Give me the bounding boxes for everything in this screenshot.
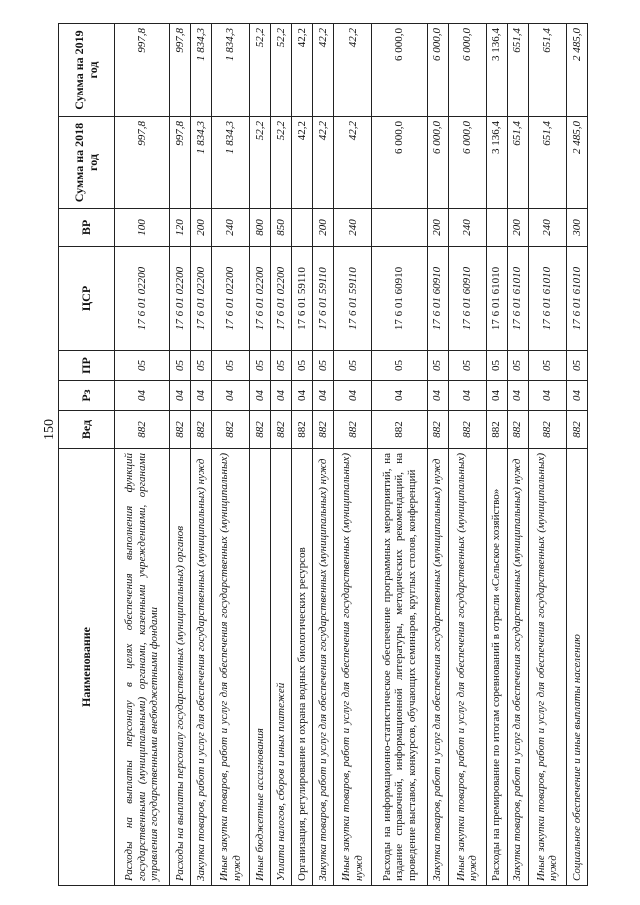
table-body <box>115 24 588 886</box>
cell-pr: 05 <box>115 351 170 381</box>
cell-vr: 300 <box>566 209 587 247</box>
cell-rz: 04 <box>170 381 191 411</box>
cell-ved: 882 <box>528 411 566 449</box>
cell-vr <box>486 209 507 247</box>
cell-rz: 04 <box>271 381 292 411</box>
cell-sum-2018: 6 000,0 <box>448 117 486 209</box>
cell-sum-2019: 997,8 <box>170 24 191 117</box>
cell-ved: 882 <box>271 411 292 449</box>
table-row <box>448 24 486 886</box>
cell-pr: 05 <box>271 351 292 381</box>
cell-sum-2019: 997,8 <box>115 24 170 117</box>
table-row <box>191 24 212 886</box>
cell-name: Уплата налогов, сборов и иных платежей <box>271 449 292 886</box>
cell-csr: 17 6 01 61010 <box>528 247 566 351</box>
table-row <box>372 24 427 886</box>
cell-name: Расходы на выплаты персоналу в целях обеспечения выполнения функций государственными (муниципальными) органами, казенными учреждениями, органами управления государственными внебюджетными фондами <box>115 449 170 886</box>
cell-sum-2018: 3 136,4 <box>486 117 507 209</box>
header-vr: ВР <box>59 209 115 247</box>
header-rz: Рз <box>59 381 115 411</box>
cell-csr: 17 6 01 02200 <box>271 247 292 351</box>
cell-vr: 200 <box>427 209 448 247</box>
cell-csr: 17 6 01 59110 <box>292 247 313 351</box>
cell-rz: 04 <box>372 381 427 411</box>
cell-vr: 240 <box>448 209 486 247</box>
cell-name: Иные бюджетные ассигнования <box>250 449 271 886</box>
cell-name: Иные закупки товаров, работ и услуг для обеспечения государственных (муниципальных) нужд <box>334 449 372 886</box>
cell-name: Иные закупки товаров, работ и услуг для обеспечения государственных (муниципальных) нужд <box>448 449 486 886</box>
header-ved: Вед <box>59 411 115 449</box>
cell-sum-2019: 42,2 <box>292 24 313 117</box>
cell-csr: 17 6 01 02200 <box>170 247 191 351</box>
cell-sum-2018: 52,2 <box>250 117 271 209</box>
cell-pr: 05 <box>486 351 507 381</box>
cell-sum-2019: 2 485,0 <box>566 24 587 117</box>
cell-pr: 05 <box>212 351 250 381</box>
table-row <box>528 24 566 886</box>
cell-rz: 04 <box>427 381 448 411</box>
cell-sum-2018: 651,4 <box>507 117 528 209</box>
cell-vr: 800 <box>250 209 271 247</box>
cell-sum-2018: 42,2 <box>334 117 372 209</box>
cell-csr: 17 6 01 61010 <box>507 247 528 351</box>
table-row <box>115 24 170 886</box>
cell-csr: 17 6 01 02200 <box>212 247 250 351</box>
header-2019: Сумма на 2019 год <box>59 24 115 117</box>
cell-pr: 05 <box>292 351 313 381</box>
page-number: 150 <box>42 419 57 440</box>
cell-pr: 05 <box>250 351 271 381</box>
cell-vr: 120 <box>170 209 191 247</box>
cell-csr: 17 6 01 61010 <box>486 247 507 351</box>
cell-vr: 240 <box>212 209 250 247</box>
cell-name: Закупка товаров, работ и услуг для обеспечения государственных (муниципальных) нужд <box>313 449 334 886</box>
cell-sum-2019: 1 834,3 <box>212 24 250 117</box>
table-header-row <box>59 24 115 886</box>
table-row <box>427 24 448 886</box>
cell-pr: 05 <box>334 351 372 381</box>
cell-ved: 882 <box>313 411 334 449</box>
cell-sum-2018: 1 834,3 <box>191 117 212 209</box>
cell-sum-2018: 997,8 <box>115 117 170 209</box>
cell-sum-2019: 6 000,0 <box>448 24 486 117</box>
cell-name: Закупка товаров, работ и услуг для обеспечения государственных (муниципальных) нужд <box>507 449 528 886</box>
cell-sum-2019: 6 000,0 <box>427 24 448 117</box>
cell-csr: 17 6 01 02200 <box>250 247 271 351</box>
cell-name: Иные закупки товаров, работ и услуг для обеспечения государственных (муниципальных) нужд <box>212 449 250 886</box>
cell-sum-2019: 651,4 <box>528 24 566 117</box>
cell-name: Иные закупки товаров, работ и услуг для обеспечения государственных (муниципальных) нужд <box>528 449 566 886</box>
cell-pr: 05 <box>566 351 587 381</box>
cell-sum-2018: 6 000,0 <box>427 117 448 209</box>
cell-sum-2018: 2 485,0 <box>566 117 587 209</box>
cell-vr: 200 <box>191 209 212 247</box>
cell-rz: 04 <box>212 381 250 411</box>
cell-ved: 882 <box>448 411 486 449</box>
cell-pr: 05 <box>170 351 191 381</box>
cell-sum-2018: 42,2 <box>313 117 334 209</box>
cell-rz: 04 <box>191 381 212 411</box>
cell-csr: 17 6 01 02200 <box>115 247 170 351</box>
cell-csr: 17 6 01 59110 <box>313 247 334 351</box>
cell-rz: 04 <box>566 381 587 411</box>
cell-pr: 05 <box>507 351 528 381</box>
cell-csr: 17 6 01 02200 <box>191 247 212 351</box>
cell-csr: 17 6 01 60910 <box>448 247 486 351</box>
cell-rz: 04 <box>486 381 507 411</box>
cell-sum-2019: 651,4 <box>507 24 528 117</box>
header-name: Наименование <box>59 449 115 886</box>
cell-rz: 04 <box>292 381 313 411</box>
header-2018: Сумма на 2018 год <box>59 117 115 209</box>
cell-pr: 05 <box>448 351 486 381</box>
cell-sum-2019: 42,2 <box>334 24 372 117</box>
cell-vr: 200 <box>507 209 528 247</box>
cell-ved: 882 <box>507 411 528 449</box>
cell-rz: 04 <box>448 381 486 411</box>
table-row <box>313 24 334 886</box>
cell-ved: 882 <box>334 411 372 449</box>
cell-ved: 882 <box>191 411 212 449</box>
cell-vr: 240 <box>528 209 566 247</box>
cell-sum-2019: 52,2 <box>271 24 292 117</box>
cell-rz: 04 <box>528 381 566 411</box>
cell-rz: 04 <box>115 381 170 411</box>
header-csr: ЦСР <box>59 247 115 351</box>
cell-sum-2018: 52,2 <box>271 117 292 209</box>
cell-sum-2018: 1 834,3 <box>212 117 250 209</box>
cell-sum-2018: 42,2 <box>292 117 313 209</box>
cell-sum-2019: 1 834,3 <box>191 24 212 117</box>
cell-ved: 882 <box>427 411 448 449</box>
cell-name: Закупка товаров, работ и услуг для обеспечения государственных (муниципальных) нужд <box>191 449 212 886</box>
table-row <box>566 24 587 886</box>
cell-ved: 882 <box>212 411 250 449</box>
cell-rz: 04 <box>313 381 334 411</box>
cell-ved: 882 <box>250 411 271 449</box>
table-row <box>250 24 271 886</box>
cell-rz: 04 <box>250 381 271 411</box>
cell-csr: 17 6 01 61010 <box>566 247 587 351</box>
table-row <box>334 24 372 886</box>
cell-ved: 882 <box>115 411 170 449</box>
cell-vr: 200 <box>313 209 334 247</box>
cell-rz: 04 <box>334 381 372 411</box>
budget-table <box>58 23 588 886</box>
cell-sum-2018: 651,4 <box>528 117 566 209</box>
cell-pr: 05 <box>427 351 448 381</box>
cell-pr: 05 <box>313 351 334 381</box>
cell-vr: 100 <box>115 209 170 247</box>
cell-sum-2019: 42,2 <box>313 24 334 117</box>
cell-rz: 04 <box>507 381 528 411</box>
cell-vr <box>372 209 427 247</box>
cell-sum-2018: 6 000,0 <box>372 117 427 209</box>
cell-name: Социальное обеспечение и иные выплаты населению <box>566 449 587 886</box>
table-row <box>486 24 507 886</box>
cell-name: Закупка товаров, работ и услуг для обеспечения государственных (муниципальных) нужд <box>427 449 448 886</box>
header-pr: ПР <box>59 351 115 381</box>
table-row <box>507 24 528 886</box>
table-row <box>212 24 250 886</box>
cell-pr: 05 <box>191 351 212 381</box>
cell-vr: 850 <box>271 209 292 247</box>
table-row <box>292 24 313 886</box>
cell-sum-2019: 52,2 <box>250 24 271 117</box>
cell-pr: 05 <box>528 351 566 381</box>
cell-name: Расходы на выплаты персоналу государственных (муниципальных) органов <box>170 449 191 886</box>
cell-name: Организация, регулирование и охрана водных биологических ресурсов <box>292 449 313 886</box>
cell-ved: 882 <box>486 411 507 449</box>
cell-csr: 17 6 01 60910 <box>372 247 427 351</box>
cell-csr: 17 6 01 60910 <box>427 247 448 351</box>
cell-ved: 882 <box>566 411 587 449</box>
cell-vr <box>292 209 313 247</box>
cell-ved: 882 <box>372 411 427 449</box>
rotated-table-container <box>58 24 588 886</box>
cell-vr: 240 <box>334 209 372 247</box>
cell-csr: 17 6 01 59110 <box>334 247 372 351</box>
cell-ved: 882 <box>292 411 313 449</box>
cell-ved: 882 <box>170 411 191 449</box>
table-row <box>271 24 292 886</box>
cell-sum-2019: 6 000,0 <box>372 24 427 117</box>
cell-sum-2019: 3 136,4 <box>486 24 507 117</box>
cell-name: Расходы на премирование по итогам соревнований в отрасли «Сельское хозяйство» <box>486 449 507 886</box>
cell-sum-2018: 997,8 <box>170 117 191 209</box>
table-row <box>170 24 191 886</box>
cell-pr: 05 <box>372 351 427 381</box>
cell-name: Расходы на информационно-статистическое обеспечение программных мероприятий, на издание справочной, информационной литературы, методических рекомендаций, на проведение выставок, конкурсов, обучающих семинаров, круглых столов, конференций <box>372 449 427 886</box>
